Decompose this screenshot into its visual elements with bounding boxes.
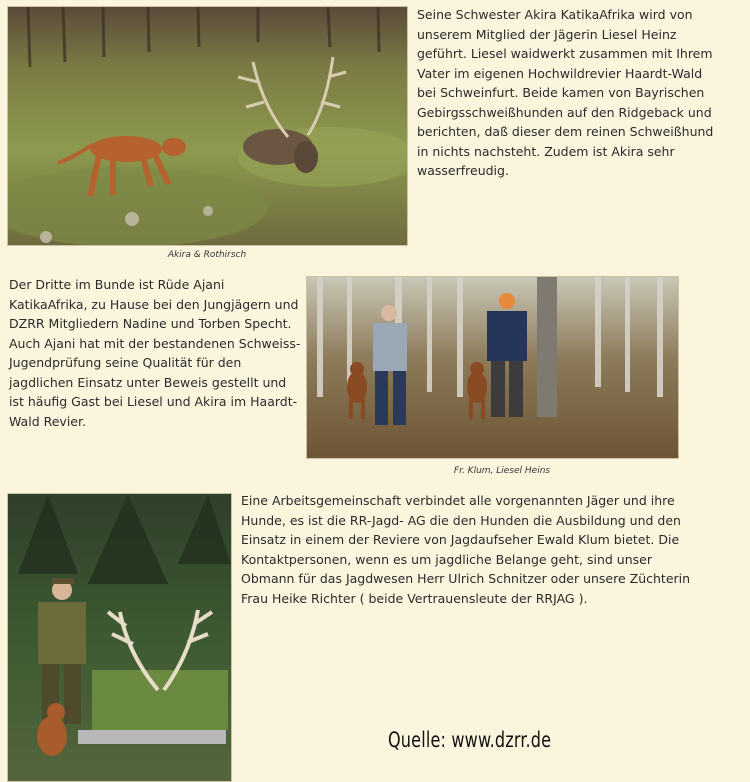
source-credit: Quelle: www.dzrr.de — [388, 728, 552, 752]
caption-hunters: Fr. Klum, Liesel Heins — [453, 466, 551, 476]
paragraph-akira: Seine Schwester Akira KatikaAfrika wird von unserem Mitglied der Jägerin Liesel Heinz geführt. Liesel waidwerkt zusammen mit Ihrem Vater im eigenen Hochwildrevier Haardt-Wald bei Schweinfurt. Beide kamen von Bayrischen Gebirgsschweißhunden auf den Ridgeback und berichten, daß dieser dem reinen Schweißhund in nichts nachsteht. Zudem ist Akira sehr wasserfreudig. — [417, 7, 714, 178]
paragraph-working-group: Eine Arbeitsgemeinschaft verbindet alle vorgenannten Jäger und ihre Hunde, es ist die RR-Jagd- AG die den Hunden die Ausbildung und den Einsatz in einem der Reviere von Jagdaufseher Ewald Klum bietet. Die Kontaktpersonen, wenn es um jagdliche Belange geht, sind unser Obmann für das Jagdwesen Herr Ulrich Schnitzer oder unsere Züchterin Frau Heike Richter ( beide Vertrauensleute der RRJAG ). — [241, 493, 691, 606]
paragraph-ajani: Der Dritte im Bunde ist Rüde Ajani KatikaAfrika, zu Hause bei den Jungjägern und DZRR Mitgliedern Nadine und Torben Specht. Auch Ajani hat mit der bestandenen Schweiss-Jugendprüfung seine Qualität für den jagdlichen Einsatz unter Beweis gestellt und ist häufig Gast bei Liesel und Akira im Haardt-Wald Revier. — [9, 277, 301, 429]
photo-hunters-dogs-forest-image — [307, 277, 678, 458]
photo-hunter-antlers — [7, 493, 232, 782]
photo-akira-red-deer — [7, 6, 408, 246]
caption-akira-red-deer: Akira & Rothirsch — [167, 250, 247, 260]
photo-hunter-antlers-image — [8, 494, 231, 781]
photo-hunters-dogs-forest — [306, 276, 679, 459]
photo-akira-red-deer-image — [8, 7, 407, 245]
